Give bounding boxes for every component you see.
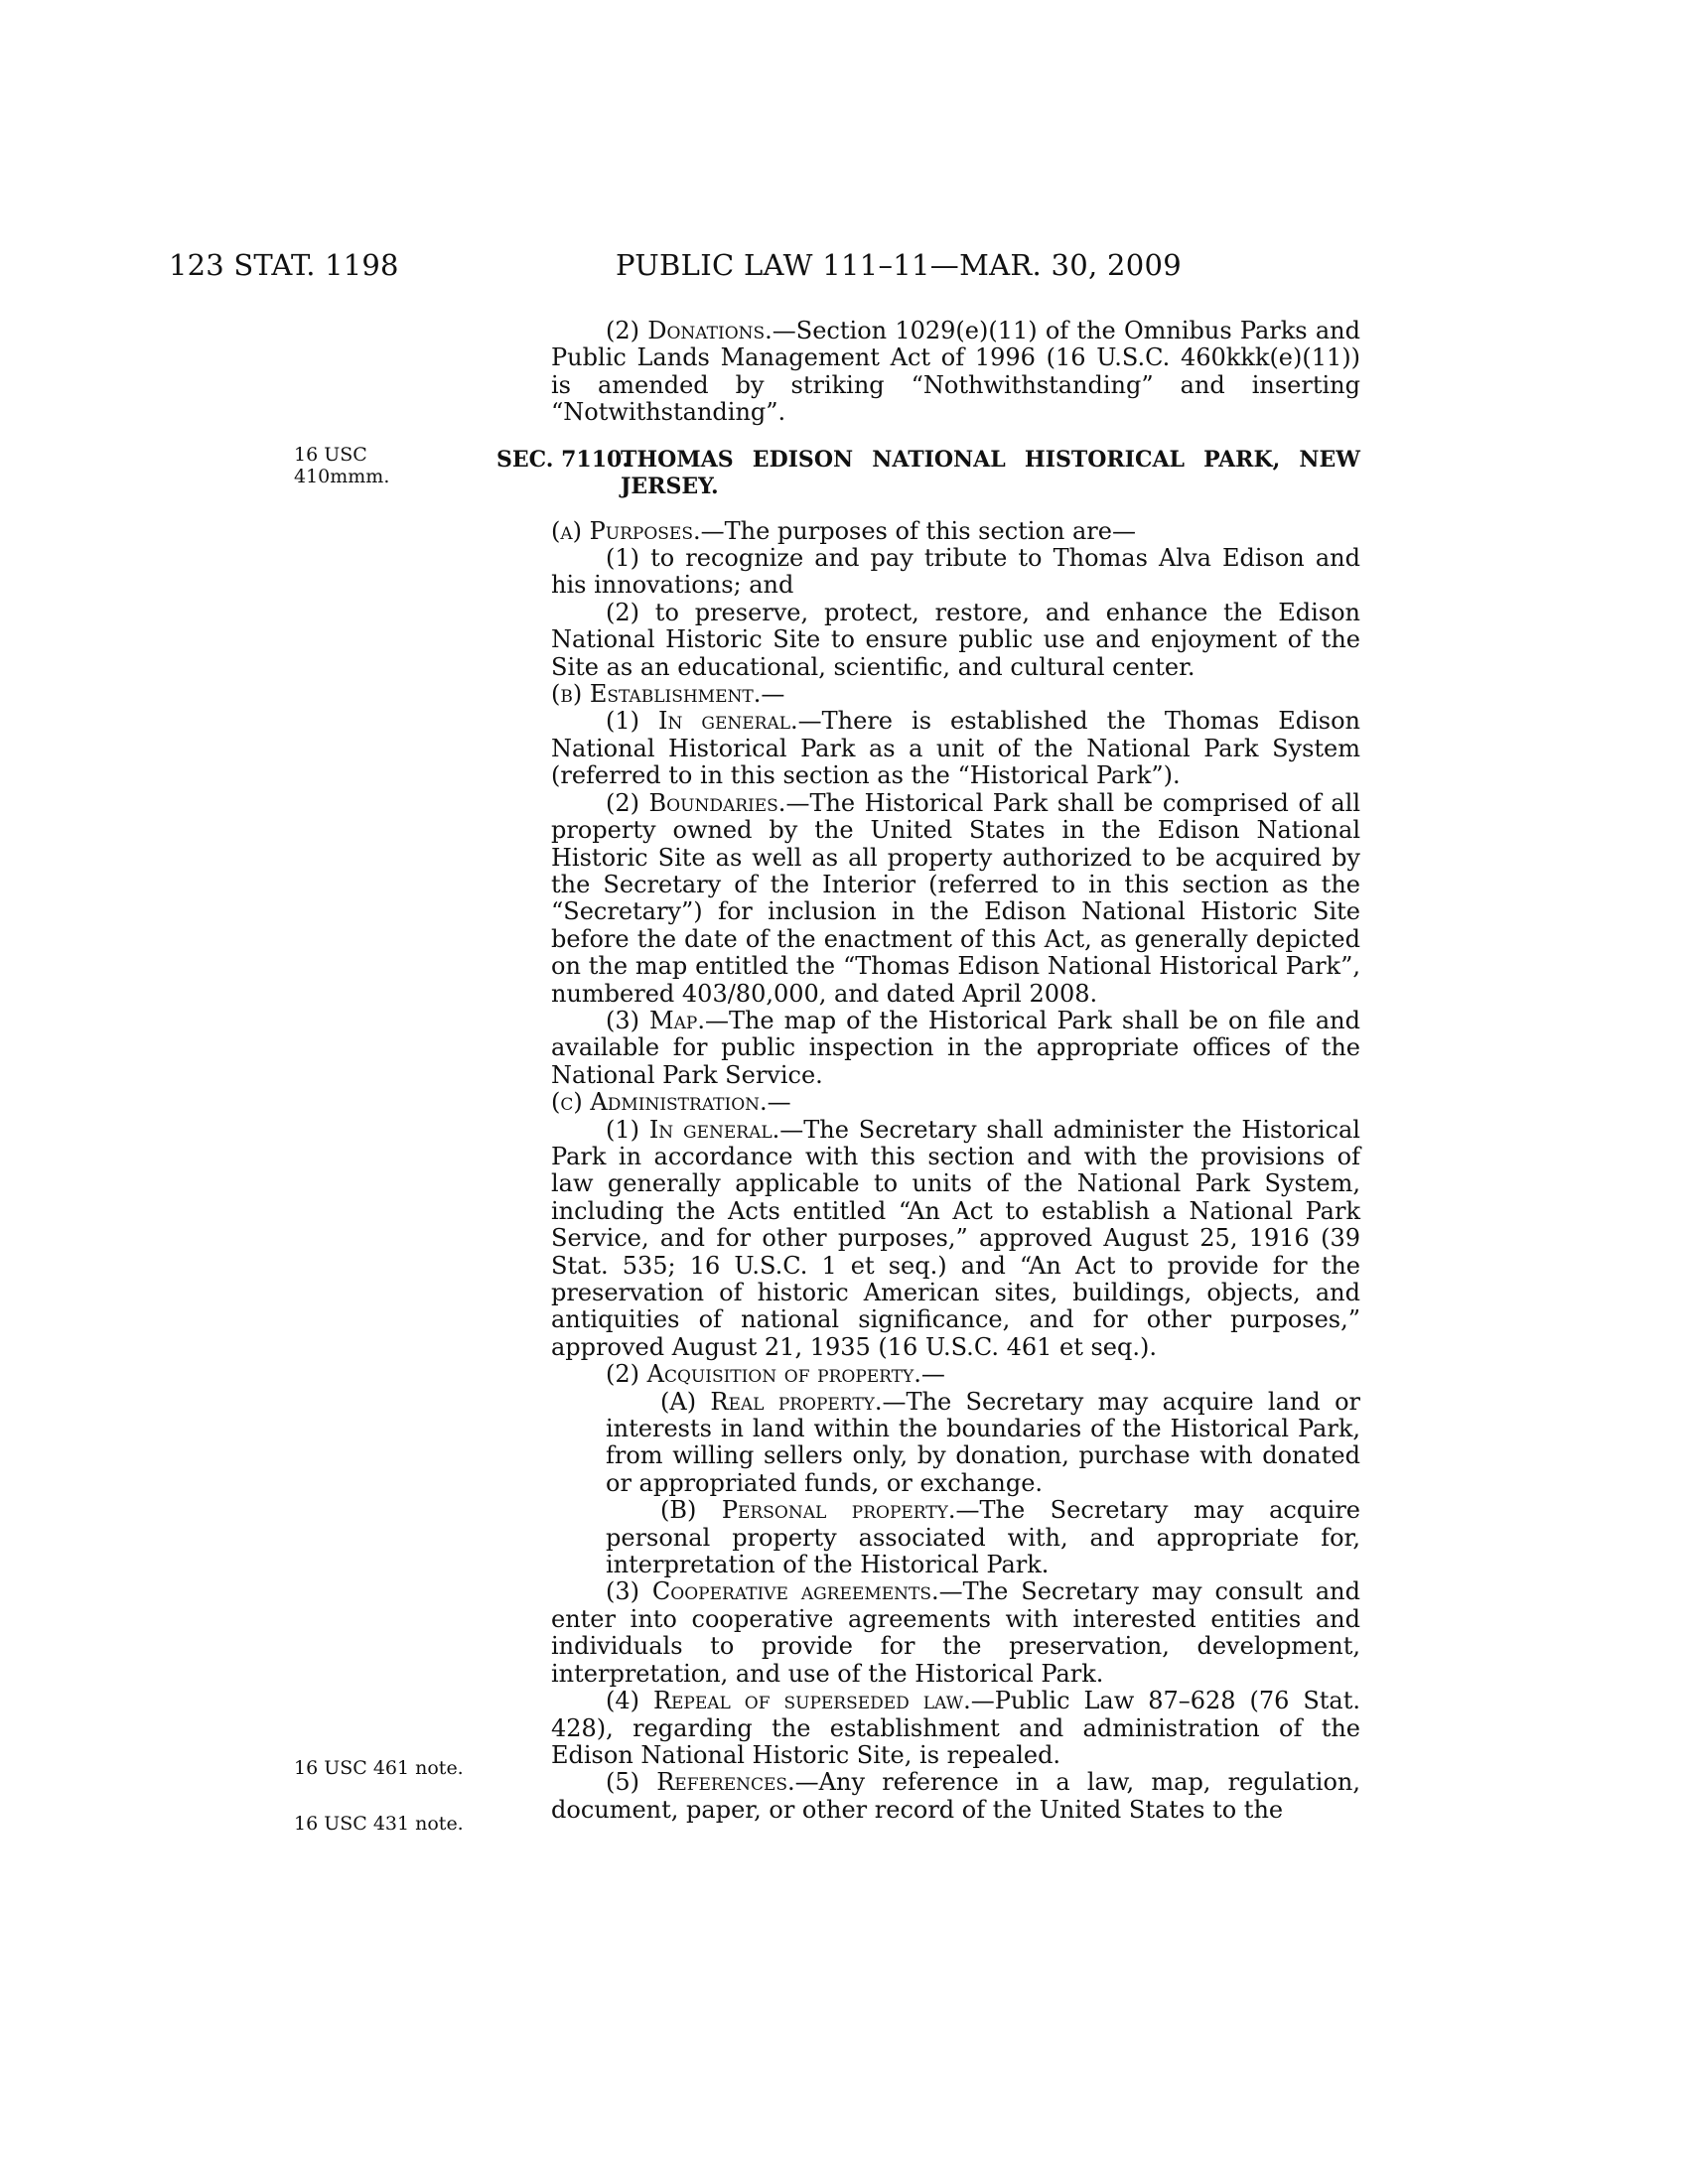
para-label: (B) Personal property. <box>660 1496 956 1525</box>
law-title: PUBLIC LAW 111–11—MAR. 30, 2009 <box>616 248 1183 282</box>
acquisition-personal-property <box>551 1497 1360 1578</box>
acquisition-heading <box>551 1361 1360 1388</box>
para-label: (4) Repeal of superseded law. <box>606 1687 971 1715</box>
para-label: (2) Boundaries. <box>606 788 786 817</box>
para-label: (5) References. <box>606 1768 795 1797</box>
administration-general <box>551 1117 1360 1362</box>
para-text: —Public Law 87–628 (76 Stat. 428), regarding the establishment and administration of the Edison National Historic Site, is repealed. <box>551 1687 1361 1769</box>
body-column <box>496 317 1361 1824</box>
para-label: (3) Cooperative agreements. <box>606 1577 939 1606</box>
para-text: —The Secretary may consult and enter into cooperative agreements with interested entities and individuals to provide for the preservation, development, interpretation, and use of the Historical Park. <box>551 1577 1361 1688</box>
purposes-item-2: (2) to preserve, protect, restore, and enhance the Edison National Historic Site to ensure public use and enjoyment of the Site as an educational, scientific, and cultural center. <box>551 598 1360 681</box>
establishment-heading <box>551 681 1360 708</box>
para-label: (c) Administration. <box>551 1088 768 1117</box>
section-number: SEC. 7110. <box>496 446 630 473</box>
para-text: — <box>920 1360 945 1389</box>
para-label: (a) Purposes. <box>551 516 701 545</box>
margin-note-461: 16 USC 461 note. <box>294 1757 464 1779</box>
repeal-superseded-law <box>551 1688 1360 1769</box>
margin-note-431: 16 USC 431 note. <box>294 1813 464 1835</box>
para-text: —The Secretary shall administer the Historical Park in accordance with this section and with the provisions of law generally applicable to units of the National Park System, including the Acts entitled “An Act to establish a National Park Service, and for other purposes,” approved August 25, 1916 (39 Stat. 535; 16 U.S.C. 1 et seq.) and “An Act to provide for the preservation of historic American sites, buildings, objects, and antiquities of national significance, and for other purposes,” approved August 21, 1935 (16 U.S.C. 461 et seq.). <box>551 1115 1360 1361</box>
acquisition-real-property <box>551 1389 1360 1498</box>
para-label: (3) Map. <box>606 1006 705 1034</box>
para-text: — <box>767 1088 791 1117</box>
para-text: —There is established the Thomas Edison National Historical Park as a unit of the National Park System (referred to in this section as the “Historical Park”). <box>551 707 1360 790</box>
page-header <box>0 248 1688 288</box>
para-text: — <box>761 680 785 709</box>
para-label: (1) In general. <box>606 707 798 736</box>
para-label: (b) Establishment. <box>551 680 762 709</box>
section-heading <box>496 446 1360 500</box>
para-label: (A) Real property. <box>660 1387 883 1416</box>
para-label: (2) Donations. <box>606 317 773 344</box>
para-text: —The Secretary may acquire personal property associated with, and appropriate for, interpretation of the Historical Park. <box>606 1496 1361 1579</box>
margin-note-line: 410mmm. <box>294 466 390 487</box>
cooperative-agreements <box>551 1578 1360 1688</box>
para-label: (1) In general. <box>606 1115 780 1144</box>
para-text: —The purposes of this section are— <box>700 516 1136 545</box>
establishment-general <box>551 708 1360 789</box>
donations-paragraph <box>551 318 1360 427</box>
para-text: —Any reference in a law, map, regulation, document, paper, or other record of the United States to the <box>551 1768 1360 1824</box>
margin-note-line: 16 USC <box>294 444 367 466</box>
establishment-map <box>551 1008 1360 1089</box>
margin-note-section <box>294 444 389 487</box>
references <box>551 1769 1360 1824</box>
section-title: THOMAS EDISON NATIONAL HISTORICAL PARK, NEW JERSEY. <box>621 446 1360 499</box>
purposes-heading <box>551 518 1360 545</box>
para-text: —The map of the Historical Park shall be on file and available for public inspection in the appropriate offices of the National Park Service. <box>551 1006 1361 1089</box>
administration-heading <box>551 1089 1360 1116</box>
para-text: —Section 1029(e)(11) of the Omnibus Parks and Public Lands Management Act of 1996 (16 U.S.C. 460kkk(e)(11)) is amended by striking “Nothwithstanding” and inserting “Notwithstanding”. <box>551 317 1360 427</box>
para-text: —The Secretary may acquire land or interests in land within the boundaries of the Historical Park, from willing sellers only, by donation, purchase with donated or appropriated funds, or exchange. <box>606 1387 1360 1497</box>
para-text: —The Historical Park shall be comprised of all property owned by the United States in the Edison National Historic Site as well as all property authorized to be acquired by the Secretary of the Interior (referred to in this section as the “Secretary”) for inclusion in the Edison National Historic Site before the date of the enactment of this Act, as generally depicted on the map entitled the “Thomas Edison National Historical Park”, numbered 403/80,000, and dated April 2008. <box>551 788 1360 1008</box>
para-label: (2) Acquisition of property. <box>606 1360 921 1389</box>
stat-reference: 123 STAT. 1198 <box>169 248 399 282</box>
establishment-boundaries <box>551 790 1360 1008</box>
purposes-item-1: (1) to recognize and pay tribute to Thomas Alva Edison and his innovations; and <box>551 544 1360 600</box>
